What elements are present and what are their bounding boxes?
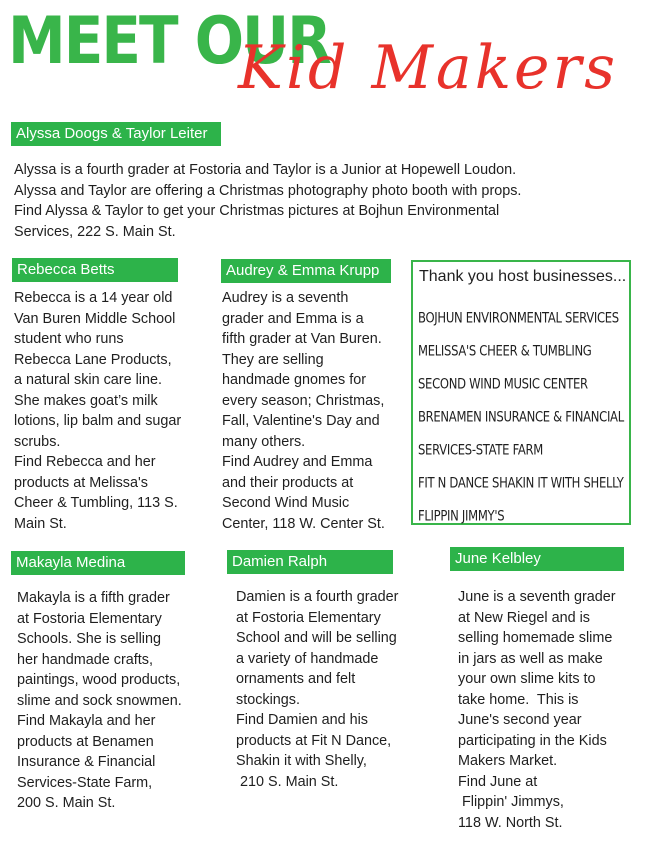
audrey-name-bar: Audrey & Emma Krupp bbox=[221, 259, 391, 283]
text-line: June is a seventh grader bbox=[458, 589, 616, 605]
text-line: Van Buren Middle School bbox=[14, 310, 176, 327]
text-line: Damien is a fourth grader bbox=[236, 589, 399, 605]
text-line: Rebecca Lane Products, bbox=[14, 351, 172, 368]
june-description bbox=[458, 587, 643, 833]
text-line: Makayla is a fifth grader bbox=[17, 590, 170, 606]
host-businesses-list bbox=[418, 302, 624, 533]
text-line: Fall, Valentine's Day and bbox=[222, 413, 380, 429]
text-line: student who runs bbox=[14, 331, 124, 347]
text-line: stockings. bbox=[236, 691, 300, 708]
text-line: take home. This is bbox=[458, 691, 579, 708]
text-line: products at Benamen bbox=[17, 733, 154, 750]
text-line: at Fostoria Elementary bbox=[17, 610, 162, 627]
text-line: Rebecca is a 14 year old bbox=[14, 290, 173, 306]
audrey-description bbox=[222, 288, 407, 534]
text-line: Flippin' Jimmys, bbox=[458, 794, 564, 810]
host-business-item: BRENAMEN INSURANCE & FINANCIAL bbox=[418, 408, 624, 426]
text-line: Center, 118 W. Center St. bbox=[222, 515, 385, 532]
text-line: a natural skin care line. bbox=[14, 372, 162, 388]
text-line: a variety of handmade bbox=[236, 650, 379, 667]
host-business-item: SERVICES-STATE FARM bbox=[418, 441, 543, 459]
text-line: Second Wind Music bbox=[222, 495, 350, 511]
text-line: 210 S. Main St. bbox=[236, 773, 339, 790]
text-line: products at Melissa's bbox=[14, 474, 148, 491]
text-line: Find Damien and his bbox=[236, 712, 368, 728]
featured-line: Services, 222 S. Main St. bbox=[14, 223, 176, 240]
host-business-item: BOJHUN ENVIRONMENTAL SERVICES bbox=[418, 309, 619, 327]
text-line: Find Rebecca and her bbox=[14, 454, 156, 470]
text-line: grader and Emma is a bbox=[222, 310, 364, 327]
makayla-description bbox=[17, 588, 207, 814]
host-business-item: FIT N DANCE SHAKIN IT WITH SHELLY bbox=[418, 474, 624, 492]
text-line: Schools. She is selling bbox=[17, 631, 161, 647]
text-line: every season; Christmas, bbox=[222, 392, 385, 409]
featured-name-bar: Alyssa Doogs & Taylor Leiter bbox=[11, 122, 221, 146]
text-line: products at Fit N Dance, bbox=[236, 732, 392, 749]
damien-description bbox=[236, 587, 416, 792]
text-line: in jars as well as make bbox=[458, 650, 603, 667]
text-line: Cheer & Tumbling, 113 S. bbox=[14, 495, 178, 511]
text-line: Audrey is a seventh bbox=[222, 290, 349, 306]
text-line: slime and sock snowmen. bbox=[17, 692, 182, 709]
text-line: Makers Market. bbox=[458, 753, 558, 769]
host-businesses-box bbox=[411, 260, 631, 525]
text-line: Services-State Farm, bbox=[17, 774, 153, 791]
text-line: your own slime kits to bbox=[458, 671, 596, 687]
text-line: She makes goat’s milk bbox=[14, 392, 158, 409]
featured-line: Alyssa and Taylor are offering a Christmas photography photo booth with props. bbox=[14, 182, 522, 199]
host-business-item: FLIPPIN JIMMY'S bbox=[418, 507, 505, 525]
text-line: at Fostoria Elementary bbox=[236, 609, 381, 626]
text-line: They are selling bbox=[222, 351, 324, 368]
text-line: June's second year bbox=[458, 712, 582, 728]
host-businesses-title: Thank you host businesses... bbox=[419, 268, 627, 285]
text-line: 200 S. Main St. bbox=[17, 795, 116, 811]
text-line: ornaments and felt bbox=[236, 671, 356, 687]
text-line: scrubs. bbox=[14, 433, 61, 450]
text-line: fifth grader at Van Buren. bbox=[222, 331, 382, 347]
makayla-name-bar: Makayla Medina bbox=[11, 551, 185, 575]
text-line: Insurance & Financial bbox=[17, 754, 156, 770]
damien-name-bar: Damien Ralph bbox=[227, 550, 393, 574]
text-line: Find June at bbox=[458, 773, 538, 790]
text-line: paintings, wood products, bbox=[17, 672, 181, 688]
text-line: participating in the Kids bbox=[458, 732, 607, 749]
text-line: her handmade crafts, bbox=[17, 651, 153, 668]
text-line: 118 W. North St. bbox=[458, 814, 563, 831]
page-title: MEET OUR bbox=[8, 2, 330, 79]
text-line: Find Makayla and her bbox=[17, 713, 156, 729]
rebecca-description bbox=[14, 288, 209, 534]
featured-line: Alyssa is a fourth grader at Fostoria and Taylor is a Junior at Hopewell Loudon. bbox=[14, 162, 517, 178]
text-line: selling homemade slime bbox=[458, 630, 613, 646]
text-line: Find Audrey and Emma bbox=[222, 454, 373, 470]
text-line: many others. bbox=[222, 433, 306, 450]
text-line: Main St. bbox=[14, 515, 67, 532]
featured-line: Find Alyssa & Taylor to get your Christmas pictures at Bojhun Environmental bbox=[14, 203, 500, 219]
text-line: and their products at bbox=[222, 474, 354, 491]
text-line: at New Riegel and is bbox=[458, 609, 590, 626]
featured-description bbox=[14, 160, 644, 242]
text-line: handmade gnomes for bbox=[222, 372, 366, 388]
host-business-item: MELISSA'S CHEER & TUMBLING bbox=[418, 342, 592, 360]
june-name-bar: June Kelbley bbox=[450, 547, 624, 571]
rebecca-name-bar: Rebecca Betts bbox=[12, 258, 178, 282]
page-subtitle-script: Kid Makers bbox=[238, 33, 619, 103]
text-line: School and will be selling bbox=[236, 630, 397, 646]
text-line: lotions, lip balm and sugar bbox=[14, 413, 182, 429]
text-line: Shakin it with Shelly, bbox=[236, 753, 367, 769]
host-business-item: SECOND WIND MUSIC CENTER bbox=[418, 375, 588, 393]
